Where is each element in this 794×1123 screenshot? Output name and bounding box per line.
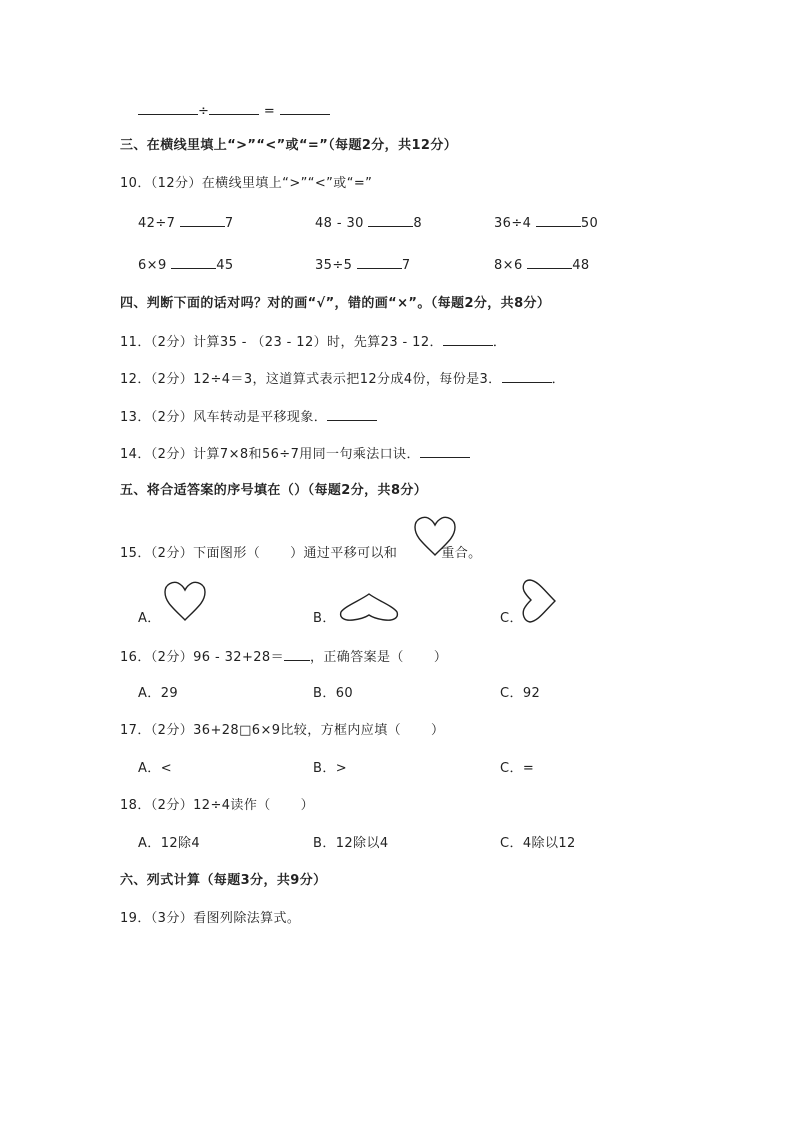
top-equation	[138, 102, 330, 121]
question-text: 16．（2分）96 - 32+28＝	[120, 650, 284, 665]
q15-option-a[interactable]: A．	[138, 611, 161, 626]
question-text: 18．（2分）12÷4读作（	[120, 798, 271, 813]
compare-blank[interactable]	[536, 214, 581, 227]
question-text: ，正确答案是（	[310, 650, 404, 665]
q12	[120, 370, 565, 389]
expression: 8×6	[494, 258, 523, 273]
option-b-heart-shape	[339, 592, 399, 622]
q17-option-c[interactable]: C．=	[500, 761, 535, 776]
question-text: 17．（2分）36+28□6×9比较，方框内应填（	[120, 723, 402, 738]
compare-blank[interactable]	[527, 256, 572, 269]
compare-item	[494, 256, 590, 275]
compare-item	[494, 214, 598, 233]
compare-item	[138, 256, 234, 275]
section-4-heading: 四、判断下面的话对吗？对的画“√”，错的画“×”。（每题2分，共8分）	[120, 296, 551, 311]
period: ．	[492, 335, 507, 350]
q14	[120, 445, 470, 464]
option-a-heart-shape	[163, 581, 207, 623]
q19: 19．（3分）看图列除法算式。	[120, 911, 301, 926]
answer-blank[interactable]	[502, 370, 552, 383]
answer-blank[interactable]	[420, 445, 470, 458]
q18-stem	[120, 797, 314, 815]
expression: 48 - 30	[315, 216, 364, 231]
expression: 8	[413, 216, 423, 231]
target-heart-shape	[413, 515, 457, 559]
q17-option-b[interactable]: B．>	[313, 761, 348, 776]
answer-blank[interactable]	[443, 333, 493, 346]
q17-stem	[120, 722, 444, 740]
answer-blank[interactable]	[327, 408, 377, 421]
expression: 7	[224, 216, 234, 231]
q10-stem: 10．（12分）在横线里填上“>”“<”或“=”	[120, 176, 373, 191]
expression: 42÷7	[138, 216, 176, 231]
equals-sign: =	[263, 104, 276, 119]
q11	[120, 333, 506, 352]
section-3-heading: 三、在横线里填上“>”“<”或“=”（每题2分，共12分）	[120, 138, 458, 153]
q15-option-b[interactable]: B．	[313, 611, 336, 626]
expression: 6×9	[138, 258, 167, 273]
compare-item	[315, 214, 422, 233]
compare-blank[interactable]	[180, 214, 225, 227]
expression: 45	[216, 258, 234, 273]
answer-blank[interactable]	[138, 102, 198, 115]
question-text: ）	[300, 798, 315, 813]
period: ．	[551, 372, 565, 387]
question-text: 重合。	[441, 546, 482, 561]
question-text: ）	[433, 650, 448, 665]
question-text: 12．（2分）12÷4＝3，这道算式表示把12分成4份，每份是3．	[120, 372, 502, 387]
q16-option-c[interactable]: C．92	[500, 686, 541, 701]
expression: 7	[401, 258, 411, 273]
question-text: 15．（2分）下面图形（	[120, 546, 261, 561]
answer-blank[interactable]	[284, 648, 310, 661]
expression: 48	[572, 258, 590, 273]
answer-blank[interactable]	[209, 102, 259, 115]
question-text: 11．（2分）计算35 - （23 - 12）时，先算23 - 12．	[120, 335, 443, 350]
expression: 35÷5	[315, 258, 353, 273]
q18-option-b[interactable]: B．12除以4	[313, 836, 389, 851]
q15-option-c[interactable]: C．	[500, 611, 523, 626]
option-c-heart-shape	[522, 578, 558, 624]
section-6-heading: 六、列式计算（每题3分，共9分）	[120, 873, 327, 888]
question-text: ）通过平移可以和	[290, 546, 398, 561]
divide-sign: ÷	[198, 104, 210, 119]
expression: 36÷4	[494, 216, 532, 231]
q13	[120, 408, 377, 427]
q16-stem	[120, 648, 447, 667]
answer-blank[interactable]	[280, 102, 330, 115]
q18-option-a[interactable]: A．12除4	[138, 836, 201, 851]
q16-option-b[interactable]: B．60	[313, 686, 354, 701]
expression: 50	[580, 216, 599, 231]
section-5-heading: 五、将合适答案的序号填在（）（每题2分，共8分）	[120, 483, 428, 498]
compare-blank[interactable]	[171, 256, 216, 269]
question-text: 13．（2分）风车转动是平移现象．	[120, 410, 328, 425]
q18-option-c[interactable]: C．4除以12	[500, 836, 576, 851]
q17-option-a[interactable]: A．<	[138, 761, 172, 776]
question-text: 14．（2分）计算7×8和56÷7用同一句乘法口诀．	[120, 447, 420, 462]
compare-item	[315, 256, 411, 275]
question-text: ）	[431, 723, 445, 738]
compare-item	[138, 214, 234, 233]
compare-blank[interactable]	[357, 256, 402, 269]
q16-option-a[interactable]: A．29	[138, 686, 179, 701]
compare-blank[interactable]	[368, 214, 413, 227]
